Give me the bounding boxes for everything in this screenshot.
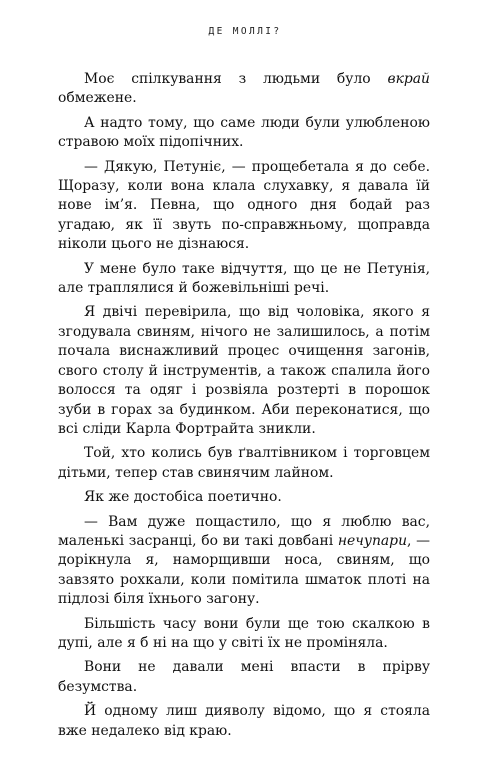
text-span: У мене було таке відчуття, що це не Петунія, але траплялися й божевільніші речі.	[58, 260, 430, 297]
text-span: обмежене.	[58, 90, 137, 107]
paragraph	[58, 158, 430, 255]
text-span: — Вам дуже пощастило, що я люблю вас, маленькі засранці, бо ви такі довбані	[58, 513, 430, 549]
paragraph	[58, 70, 430, 109]
text-span: Моє спілкування з людьми було	[84, 71, 388, 87]
text-span: Я двічі перевірила, що від чоловіка, якого я згодувала свиням, нічого не залишилось, а потім почала виснажливий процес очищення загонів, свого столу й інструментів, а також спалила його волосся та одяг і розвіяла розтерті в порошок зуби в горах за будинком. Аби переконатися, що всі сліди Карла Фортрайта зникли.	[58, 304, 430, 437]
body-text	[58, 70, 430, 746]
running-head: ДЕ МОЛЛІ?	[208, 26, 282, 37]
text-span: , — дорікнула я, наморщивши носа, свиням, що завзято рохкали, коли помітила шматок плоті на підлозі біля їхнього загону.	[58, 532, 430, 608]
paragraph	[58, 702, 430, 741]
text-span: А надто тому, що саме люди були улюбленою стравою моїх підопічних.	[58, 114, 430, 151]
text-span: — Дякую, Петуніє, — прощебетала я до себе. Щоразу, коли вона клала слухавку, я давала їй нове ім’я. Певна, що одного дня бодай раз угадаю, як її звуть по-справжньому, щоправда ніколи цього не дізнаюся.	[58, 158, 430, 253]
text-span: Вони не давали мені впасти в прірву безумства.	[58, 659, 430, 695]
paragraph	[58, 615, 430, 654]
italic-text: вкрай	[387, 71, 430, 87]
text-span: Той, хто колись був ґвалтівником і торговцем дітьми, тепер став свинячим лайном.	[58, 445, 430, 481]
text-span: Більшість часу вони були ще тою скалкою в дупі, але я б ні на що у світі їх не проміняла.	[58, 615, 430, 651]
italic-text: нечупари	[337, 532, 408, 549]
paragraph	[58, 513, 430, 610]
paragraph	[58, 488, 430, 507]
text-span: Як же достобіса поетично.	[84, 489, 282, 506]
paragraph	[58, 658, 430, 697]
paragraph	[58, 114, 430, 153]
paragraph	[58, 260, 430, 299]
text-span: Й одному лиш дияволу відомо, що я стояла вже недалеко від краю.	[58, 703, 430, 739]
paragraph	[58, 444, 430, 483]
paragraph	[58, 303, 430, 439]
